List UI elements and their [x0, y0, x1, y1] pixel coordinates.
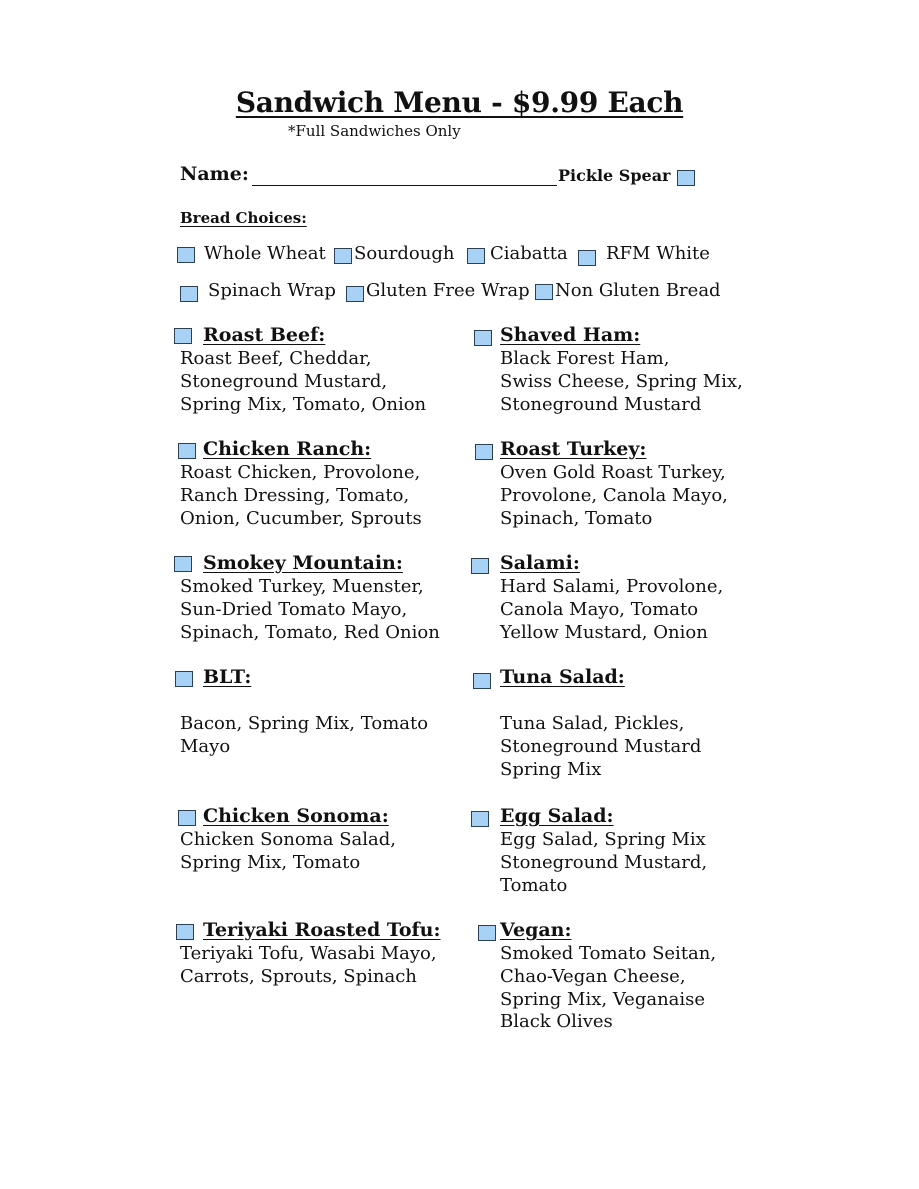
desc-line: Smoked Tomato Seitan,: [500, 943, 717, 964]
bread-option-spinach-wrap: Spinach Wrap: [208, 280, 336, 301]
desc-line: Spinach, Tomato, Red Onion: [180, 621, 440, 643]
desc-line: Oven Gold Roast Turkey,: [500, 462, 726, 483]
bread-option-sourdough: Sourdough: [354, 243, 455, 264]
bread-checkbox-gluten-free-wrap[interactable]: [346, 286, 364, 302]
sandwich-checkbox-smokey-mountain[interactable]: [174, 556, 192, 572]
sandwich-title-smokey-mountain: Smokey Mountain:: [203, 552, 403, 574]
desc-line: Stoneground Mustard,: [180, 370, 388, 392]
bread-option-whole-wheat: Whole Wheat: [204, 243, 326, 264]
desc-line: Spring Mix, Tomato, Onion: [180, 393, 427, 415]
desc-line: Stoneground Mustard,: [500, 851, 708, 873]
desc-line: Ranch Dressing, Tomato,: [180, 484, 410, 506]
desc-line: Teriyaki Tofu, Wasabi Mayo,: [180, 943, 437, 964]
sandwich-checkbox-salami[interactable]: [471, 558, 489, 574]
sandwich-title-vegan: Vegan:: [500, 919, 572, 941]
sandwich-desc-egg-salad: [500, 829, 707, 897]
sandwich-title-blt: BLT:: [203, 666, 252, 688]
desc-line: Yellow Mustard, Onion: [500, 621, 708, 643]
sandwich-desc-chicken-ranch: [180, 462, 422, 530]
desc-line: Chicken Sonoma Salad,: [180, 829, 396, 850]
sandwich-title-chicken-ranch: Chicken Ranch:: [203, 438, 372, 460]
desc-line: Roast Beef, Cheddar,: [180, 348, 372, 369]
sandwich-checkbox-chicken-sonoma[interactable]: [178, 810, 196, 826]
bread-checkbox-ciabatta[interactable]: [467, 248, 485, 264]
bread-checkbox-rfm-white[interactable]: [578, 250, 596, 266]
sandwich-desc-roast-beef: [180, 348, 426, 416]
desc-line: Spring Mix: [500, 758, 602, 780]
sandwich-checkbox-tuna-salad[interactable]: [473, 673, 491, 689]
sandwich-desc-teriyaki-roasted-tofu: [180, 943, 437, 989]
bread-option-rfm-white: RFM White: [606, 243, 710, 264]
sandwich-title-salami: Salami:: [500, 552, 580, 574]
desc-line: Spinach, Tomato: [500, 507, 653, 529]
sandwich-checkbox-blt[interactable]: [175, 671, 193, 687]
menu-title-text: Sandwich Menu - $9.99 Each: [235, 86, 684, 119]
menu-subtitle: *Full Sandwiches Only: [288, 122, 461, 140]
desc-line: Canola Mayo, Tomato: [500, 598, 699, 620]
bread-checkbox-whole-wheat[interactable]: [177, 247, 195, 263]
sandwich-title-tuna-salad: Tuna Salad:: [500, 666, 625, 688]
sandwich-checkbox-roast-beef[interactable]: [174, 328, 192, 344]
bread-checkbox-sourdough[interactable]: [334, 248, 352, 264]
sandwich-title-egg-salad: Egg Salad:: [500, 805, 614, 827]
bread-checkbox-non-gluten-bread[interactable]: [535, 284, 553, 300]
sandwich-desc-vegan: [500, 943, 716, 1034]
menu-title: [0, 86, 919, 119]
sandwich-checkbox-teriyaki-roasted-tofu[interactable]: [176, 924, 194, 940]
sandwich-checkbox-shaved-ham[interactable]: [474, 330, 492, 346]
desc-line: Provolone, Canola Mayo,: [500, 484, 728, 506]
sandwich-desc-blt: [180, 713, 428, 759]
desc-line: Black Forest Ham,: [500, 348, 670, 369]
sandwich-checkbox-roast-turkey[interactable]: [475, 444, 493, 460]
desc-line: Chao-Vegan Cheese,: [500, 965, 686, 987]
sandwich-checkbox-chicken-ranch[interactable]: [178, 443, 196, 459]
desc-line: Mayo: [180, 735, 231, 757]
sandwich-title-teriyaki-roasted-tofu: Teriyaki Roasted Tofu:: [203, 919, 441, 941]
bread-choices-heading: Bread Choices:: [180, 209, 307, 227]
pickle-spear-label: Pickle Spear: [558, 166, 671, 185]
sandwich-desc-tuna-salad: [500, 713, 701, 781]
name-field[interactable]: [252, 185, 557, 186]
bread-option-ciabatta: Ciabatta: [490, 243, 568, 264]
pickle-spear-checkbox[interactable]: [677, 170, 695, 186]
desc-line: Smoked Turkey, Muenster,: [180, 576, 424, 597]
sandwich-title-roast-turkey: Roast Turkey:: [500, 438, 647, 460]
desc-line: Swiss Cheese, Spring Mix,: [500, 370, 743, 392]
sandwich-checkbox-egg-salad[interactable]: [471, 811, 489, 827]
sandwich-title-chicken-sonoma: Chicken Sonoma:: [203, 805, 389, 827]
desc-line: Egg Salad, Spring Mix: [500, 829, 706, 850]
bread-option-gluten-free-wrap: Gluten Free Wrap: [366, 280, 530, 301]
desc-line: Spring Mix, Tomato: [180, 851, 361, 873]
desc-line: Spring Mix, Veganaise: [500, 988, 706, 1010]
sandwich-title-roast-beef: Roast Beef:: [203, 324, 326, 346]
desc-line: Roast Chicken, Provolone,: [180, 462, 421, 483]
desc-line: Carrots, Sprouts, Spinach: [180, 965, 417, 987]
sandwich-desc-smokey-mountain: [180, 576, 440, 644]
desc-line: Tomato: [500, 874, 568, 896]
sandwich-desc-roast-turkey: [500, 462, 728, 530]
desc-line: Bacon, Spring Mix, Tomato: [180, 713, 429, 734]
sandwich-desc-salami: [500, 576, 723, 644]
sandwich-checkbox-vegan[interactable]: [478, 925, 496, 941]
desc-line: Onion, Cucumber, Sprouts: [180, 507, 422, 529]
desc-line: Hard Salami, Provolone,: [500, 576, 724, 597]
bread-option-non-gluten-bread: Non Gluten Bread: [555, 280, 721, 301]
sandwich-title-shaved-ham: Shaved Ham:: [500, 324, 641, 346]
sandwich-desc-chicken-sonoma: [180, 829, 396, 875]
desc-line: Stoneground Mustard: [500, 393, 702, 415]
desc-line: Stoneground Mustard: [500, 735, 702, 757]
desc-line: Sun-Dried Tomato Mayo,: [180, 598, 408, 620]
bread-checkbox-spinach-wrap[interactable]: [180, 286, 198, 302]
desc-line: Black Olives: [500, 1011, 613, 1033]
sandwich-desc-shaved-ham: [500, 348, 743, 416]
desc-line: Tuna Salad, Pickles,: [500, 713, 685, 734]
name-label: Name:: [180, 163, 249, 185]
